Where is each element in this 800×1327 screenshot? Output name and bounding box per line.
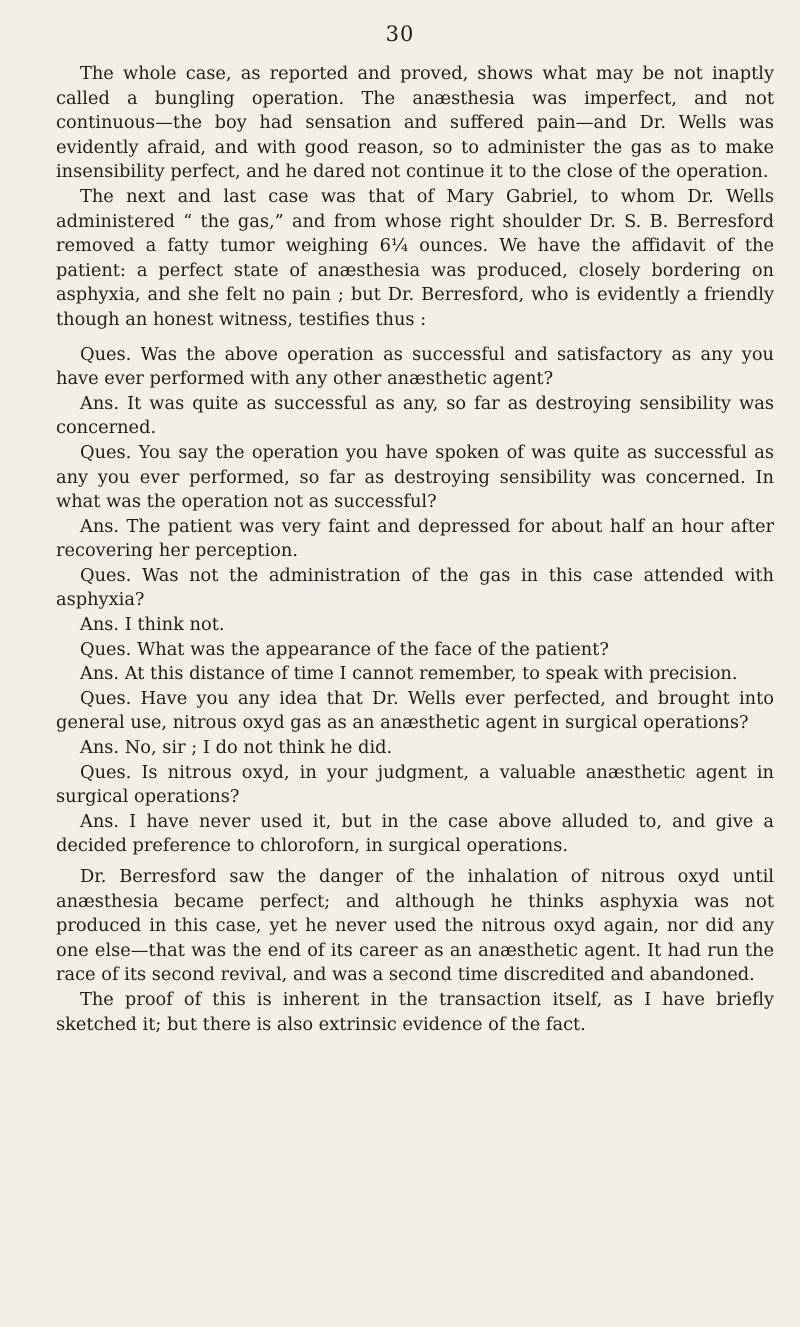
testimony-answer-3: Ans. I think not.	[80, 614, 225, 636]
paragraph-bungling-operation: The whole case, as reported and proved, shows what may be not inaptly called a bungling operation. The anæsthesia was imperfect, and not continuous—the boy had sensation and suffered pain—and Dr. Wells was evidently afraid, and with good reason, so to administer the gas as to make insensibility perfect, and he dared not continue it to the close of the operation.	[56, 63, 774, 183]
testimony-question-1: Ques. Was the above operation as successful and satisfactory as any you have ever performed with any other anæsthetic agent?	[56, 343, 774, 390]
paragraph-proof: The proof of this is inherent in the transaction itself, as I have briefly sketched it; but there is also extrinsic evidence of the fact.	[56, 988, 774, 1035]
testimony-answer-5: Ans. No, sir ; I do not think he did.	[80, 737, 393, 759]
testimony-question-5: Ques. Have you any idea that Dr. Wells ever perfected, and brought into general use, nitrous oxyd gas as an anæsthetic agent in surgical operations?	[56, 687, 774, 734]
testimony-question-3: Ques. Was not the administration of the gas in this case attended with asphyxia?	[56, 564, 774, 611]
testimony-answer-2: Ans. The patient was very faint and depressed for about half an hour after recovering her perception.	[56, 515, 774, 562]
testimony-question-4: Ques. What was the appearance of the face of the patient?	[80, 638, 609, 660]
testimony-answer-4: Ans. At this distance of time I cannot remember, to speak with precision.	[80, 663, 738, 685]
page-body	[56, 62, 774, 1037]
testimony-question-2: Ques. You say the operation you have spoken of was quite as successful as any you ever performed, so far as destroying sensibility was concerned. In what was the operation not as successful?	[56, 441, 774, 513]
testimony-answer-1: Ans. It was quite as successful as any, so far as destroying sensibility was concerned.	[56, 392, 774, 439]
testimony-question-6: Ques. Is nitrous oxyd, in your judgment, a valuable anæsthetic agent in surgical operations?	[56, 761, 774, 808]
paragraph-berresford-danger: Dr. Berresford saw the danger of the inhalation of nitrous oxyd until anæsthesia became perfect; and although he thinks asphyxia was not produced in this case, yet he never used the nitrous oxyd again, nor did any one else—that was the end of its career as an anæsthetic agent. It had run the race of its second revival, and was a second time discredited and abandoned.	[56, 866, 774, 986]
paragraph-mary-gabriel-case: The next and last case was that of Mary Gabriel, to whom Dr. Wells administered “ the gas,” and from whose right shoulder Dr. S. B. Berresford removed a fatty tumor weighing 6¼ ounces. We have the affidavit of the patient: a perfect state of anæsthesia was produced, closely bordering on asphyxia, and she felt no pain ; but Dr. Berresford, who is evidently a friendly though an honest witness, testifies thus :	[56, 185, 774, 330]
spacer	[56, 333, 774, 343]
page-number: 30	[385, 22, 415, 46]
testimony-answer-6: Ans. I have never used it, but in the case above alluded to, and give a decided preference to chloroforn, in surgical operations.	[56, 810, 774, 857]
